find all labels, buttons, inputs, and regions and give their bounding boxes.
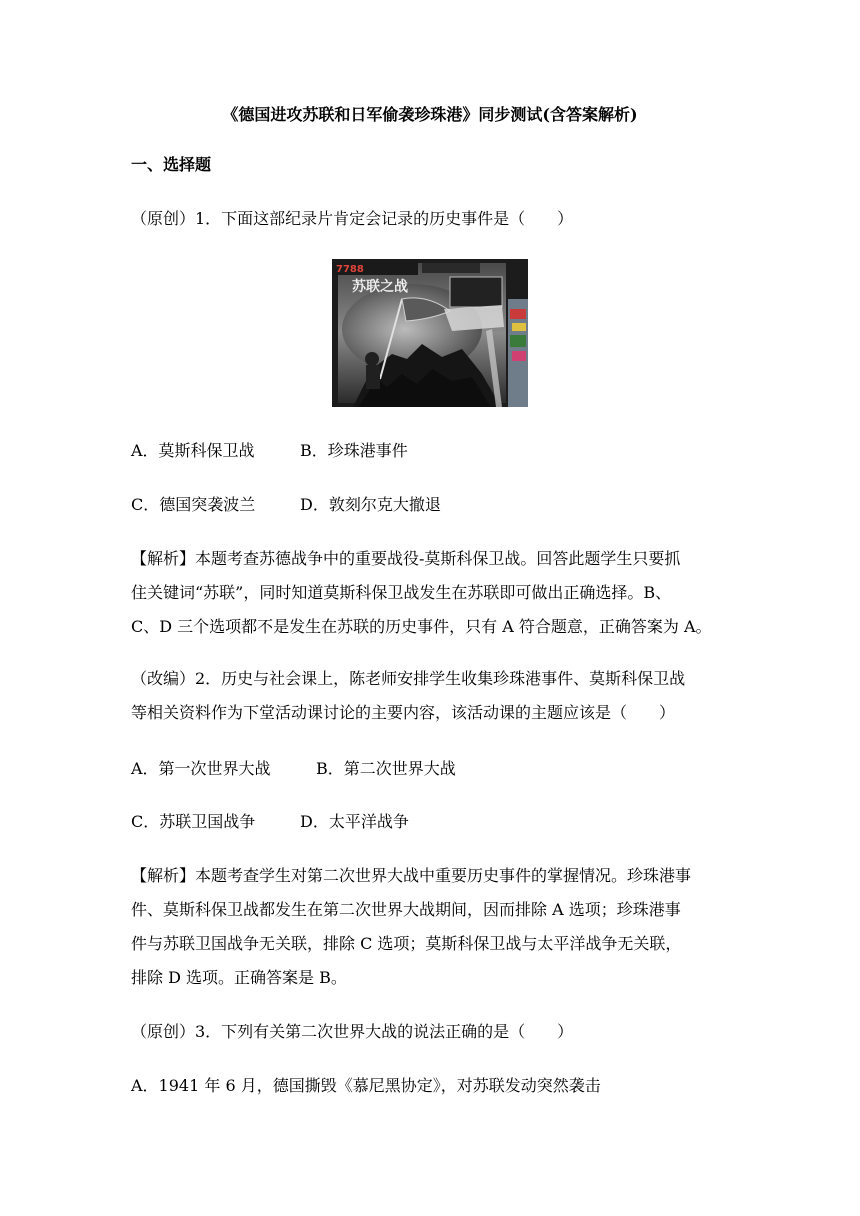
q3-stem: （原创）3．下列有关第二次世界大战的说法正确的是（ ） bbox=[131, 1022, 574, 1041]
q2-stem-line-1: （改编）2．历史与社会课上，陈老师安排学生收集珍珠港事件、莫斯科保卫战 bbox=[131, 669, 686, 688]
q3-option-a: A．1941 年 6 月，德国撕毁《慕尼黑协定》，对苏联发动突然袭击 bbox=[131, 1076, 601, 1095]
q1-option-c: C．德国突袭波兰 bbox=[131, 495, 256, 514]
q1-stem: （原创）1．下面这部纪录片肯定会记录的历史事件是（ ） bbox=[131, 209, 574, 228]
q2-option-b: B．第二次世界大战 bbox=[316, 759, 456, 778]
q1-analysis-line-3: C、D 三个选项都不是发生在苏联的历史事件，只有 A 符合题意，正确答案为 A。 bbox=[131, 617, 712, 636]
documentary-cover-image bbox=[332, 259, 528, 407]
cover-title-text: 苏联之战 bbox=[352, 279, 408, 295]
q1-option-a: A．莫斯科保卫战 bbox=[131, 441, 255, 460]
svg-text:7788: 7788 bbox=[336, 264, 364, 275]
q2-analysis-line-3: 件与苏联卫国战争无关联，排除 C 选项；莫斯科保卫战与太平洋战争无关联， bbox=[131, 934, 682, 953]
q2-analysis-line-2: 件、莫斯科保卫战都发生在第二次世界大战期间，因而排除 A 选项；珍珠港事 bbox=[131, 900, 681, 919]
q2-option-c: C．苏联卫国战争 bbox=[131, 812, 256, 831]
section-heading: 一、选择题 bbox=[131, 155, 212, 174]
document-title: 《德国进攻苏联和日军偷袭珍珠港》同步测试(含答案解析) bbox=[222, 105, 638, 124]
q2-stem-line-2: 等相关资料作为下堂活动课讨论的主要内容，该活动课的主题应该是（ ） bbox=[131, 703, 676, 722]
q1-analysis-line-2: 住关键词“苏联”，同时知道莫斯科保卫战发生在苏联即可做出正确选择。B、 bbox=[131, 583, 672, 602]
q2-analysis-line-1: 【解析】本题考查学生对第二次世界大战中重要历史事件的掌握情况。珍珠港事 bbox=[131, 866, 692, 885]
q2-option-d: D．太平洋战争 bbox=[300, 812, 409, 831]
q1-option-d: D．敦刻尔克大撤退 bbox=[300, 495, 441, 514]
q2-analysis-line-4: 排除 D 选项。正确答案是 B。 bbox=[131, 968, 347, 987]
q2-option-a: A．第一次世界大战 bbox=[131, 759, 271, 778]
q1-analysis-line-1: 【解析】本题考查苏德战争中的重要战役-莫斯科保卫战。回答此题学生只要抓 bbox=[131, 549, 681, 568]
q1-option-b: B．珍珠港事件 bbox=[300, 441, 408, 460]
